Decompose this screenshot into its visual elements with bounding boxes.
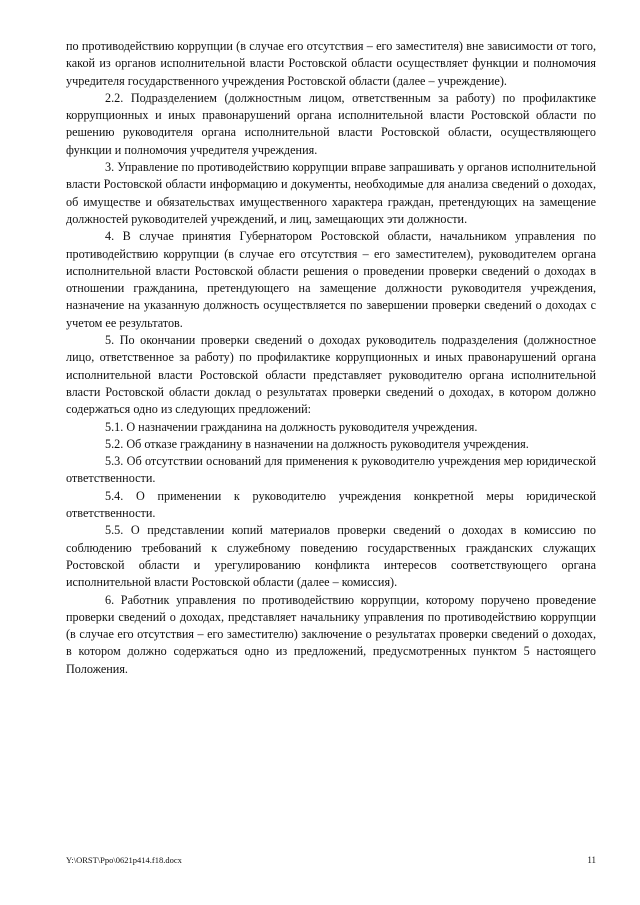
paragraph-3: 3. Управление по противодействию коррупции вправе запрашивать у органов исполнительной власти Ростовской области информацию и документы, необходимые для анализа сведений о доходах, об имуществе и обязательствах имущественного характера граждан, претендующих на замещение должностей руководителей учреждений, и лиц, замещающих эти должности. <box>66 160 596 226</box>
page-number: 11 <box>587 855 596 865</box>
paragraph-5-1: 5.1. О назначении гражданина на должность руководителя учреждения. <box>105 419 478 434</box>
paragraph-2-2: 2.2. Подразделением (должностным лицом, ответственным за работу) по профилактике коррупционных и иных правонарушений органа исполнительной власти Ростовской области по решению руководителя органа исполнительной власти Ростовской области, осуществляющего функции и полномочия учредителя учреждения. <box>66 90 596 157</box>
paragraph-5-2: 5.2. Об отказе гражданину в назначении на должность руководителя учреждения. <box>105 436 529 451</box>
body-text <box>66 38 596 678</box>
paragraph-4: 4. В случае принятия Губернатором Ростовской области, начальником управления по противодействию коррупции (в случае его отсутствия – его заместителем), руководителем органа исполнительной власти Ростовской области решения о проведении проверки сведений о доходах в отношении гражданина, претендующего на замещение должности руководителя учреждения, назначение на указанную должность осуществляется по завершении проверки сведений о доходах с учетом ее результатов. <box>66 229 596 330</box>
paragraph-5-3: 5.3. Об отсутствии оснований для применения к руководителю учреждения мер юридической ответственности. <box>66 454 596 486</box>
paragraph-5: 5. По окончании проверки сведений о доходах руководитель подразделения (должностное лицо, ответственное за работу) по профилактике коррупционных и иных правонарушений органа исполнительной власти Ростовской области представляет руководителю органа исполнительной власти Ростовской области доклад о результатах проверки сведений о доходах, в котором должно содержаться одно из следующих предложений: <box>66 333 596 417</box>
paragraph-5-4: 5.4. О применении к руководителю учреждения конкретной меры юридической ответственности. <box>66 488 596 521</box>
paragraph-6: 6. Работник управления по противодействию коррупции, которому поручено проведение проверки сведений о доходах, представляет начальнику управления по противодействию коррупции (в случае его отсутствия – его заместителю) заключение о результатах проверки сведений о доходах, в котором должно содержаться одно из предложений, предусмотренных пунктом 5 настоящего Положения. <box>66 592 596 676</box>
footer-file-path: Y:\ORST\Ppo\0621p414.f18.docx <box>66 855 182 865</box>
paragraph-1: по противодействию коррупции (в случае его отсутствия – его заместителя) вне зависимости от того, какой из органов исполнительной власти Ростовской области осуществляет функции и полномочия учредителя государственного учреждения Ростовской области (далее – учреждение). <box>66 39 596 88</box>
paragraph-5-5: 5.5. О представлении копий материалов проверки сведений о доходах в комиссию по соблюдению требований к служебному поведению государственных гражданских служащих Ростовской области и урегулированию конфликта интересов соответствующего органа исполнительной власти Ростовской области (далее – комиссия). <box>66 523 596 590</box>
